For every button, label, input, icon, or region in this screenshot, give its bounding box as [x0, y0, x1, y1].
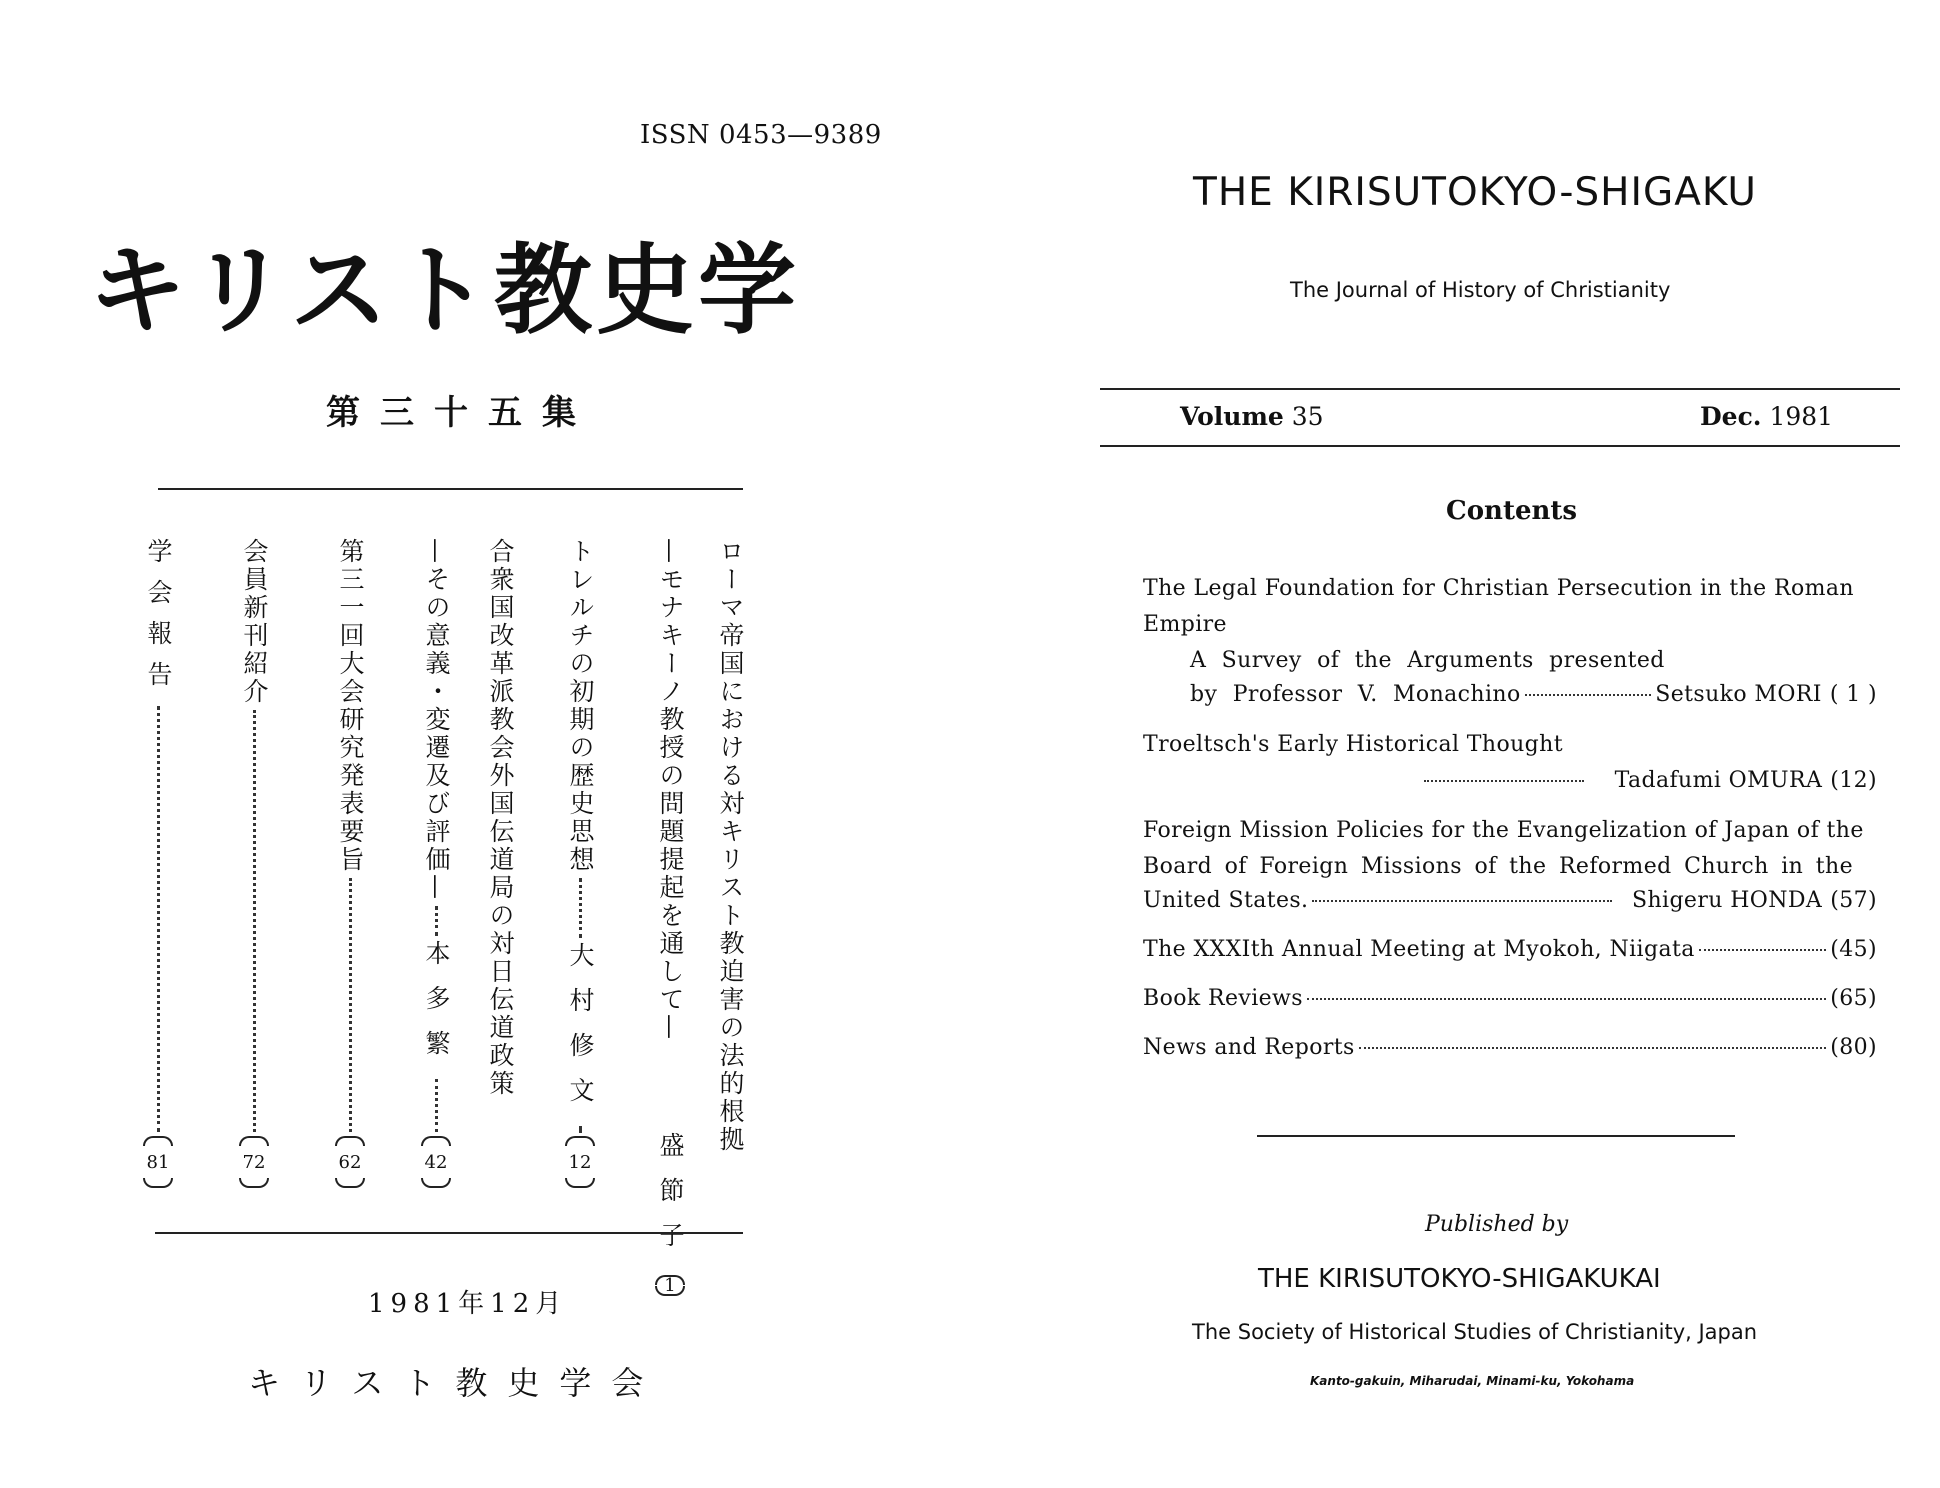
- toc-en-entry-1-author: Setsuko MORI: [1655, 682, 1822, 707]
- toc-en-entry-3-line-3: [1143, 888, 1877, 913]
- toc-en-entry-2-line-2: [1420, 768, 1877, 793]
- toc-en-entry-2-author: Tadafumi OMURA: [1614, 768, 1823, 793]
- toc-jp-entry-3-subtitle: —その意義・変遷及び評価—: [422, 538, 451, 902]
- toc-jp-entry-5-leader: [253, 710, 256, 1132]
- contents-heading: Contents: [1446, 496, 1578, 526]
- toc-en-entry-1-leader: [1525, 694, 1652, 696]
- toc-en-entry-4-title: The XXXIth Annual Meeting at Myokoh, Niigata: [1143, 937, 1695, 962]
- toc-en-entry-1-byline: by Professor V. Monachino: [1190, 682, 1521, 707]
- toc-en-entry-1-page: ( 1 ): [1829, 682, 1877, 707]
- toc-en-entry-1-line-1: The Legal Foundation for Christian Persecution in the Roman: [1143, 576, 1854, 601]
- toc-en-entry-3-page: (57): [1830, 888, 1877, 913]
- toc-jp-entry-4: [330, 538, 370, 1188]
- issn-number: ISSN 0453—9389: [640, 120, 882, 150]
- society-address: Kanto-gakuin, Miharudai, Minami-ku, Yokohama: [1310, 1374, 1635, 1388]
- toc-en-entry-6-page: (80): [1830, 1035, 1877, 1060]
- toc-jp-entry-6-leader: [157, 706, 160, 1132]
- toc-en-entry-3-line-2: Board of Foreign Missions of the Reformed Church in the: [1143, 854, 1853, 879]
- toc-en-entry-2-line-1: Troeltsch's Early Historical Thought: [1143, 732, 1563, 757]
- issue-month: Dec.: [1700, 402, 1762, 431]
- toc-en-entry-6-leader: [1359, 1047, 1827, 1049]
- toc-en-entry-4-leader: [1699, 949, 1827, 951]
- toc-jp-entry-3-page: 42: [421, 1136, 451, 1188]
- issue-date-jp: 1981年12月: [368, 1289, 568, 1319]
- toc-en-entry-6-title: News and Reports: [1143, 1035, 1355, 1060]
- toc-jp-entry-3-leader: [435, 906, 438, 936]
- toc-jp-entry-2-leader-2: [579, 1126, 582, 1132]
- toc-jp-entry-5-title: 会員新刊紹介: [240, 538, 269, 706]
- toc-en-entry-3-author: Shigeru HONDA: [1631, 888, 1823, 913]
- toc-jp-entry-2-author: 大村修文: [566, 942, 595, 1122]
- society-name-romanized: THE KIRISUTOKYO-SHIGAKUKAI: [1258, 1264, 1661, 1294]
- toc-en-entry-1-line-3: A Survey of the Arguments presented: [1190, 648, 1665, 673]
- toc-en-entry-1-line-4: [1190, 682, 1877, 707]
- toc-jp-entry-5-page: 72: [239, 1136, 269, 1188]
- toc-jp-entry-1: [650, 538, 760, 1296]
- toc-jp-entry-6: [138, 538, 178, 1188]
- toc-jp-entry-6-page: 81: [143, 1136, 173, 1188]
- toc-jp-entry-2-title: トレルチの初期の歴史思想: [566, 538, 595, 874]
- toc-en-entry-5-page: (65): [1830, 986, 1877, 1011]
- toc-en-entry-3-line-1: Foreign Mission Policies for the Evangelization of Japan of the: [1143, 818, 1864, 843]
- toc-jp-entry-1-page: 1: [655, 1275, 685, 1296]
- toc-jp-entry-3-author: 本多繁: [422, 940, 451, 1075]
- toc-jp-entry-3-leader-2: [435, 1079, 438, 1132]
- volume-label-text: Volume: [1180, 402, 1284, 431]
- divider-bottom-left: [155, 1232, 743, 1234]
- issue-date-en: [1700, 402, 1833, 431]
- toc-en-entry-4: [1143, 937, 1877, 962]
- toc-en-entry-3-leader: [1312, 900, 1612, 902]
- toc-jp-entry-3: [416, 538, 526, 1188]
- issue-year: 1981: [1769, 402, 1834, 431]
- divider-top-left: [158, 488, 743, 490]
- volume-rule-bottom: [1100, 445, 1900, 447]
- society-name-en: The Society of Historical Studies of Christianity, Japan: [1192, 1320, 1758, 1344]
- toc-en-entry-6: [1143, 1035, 1877, 1060]
- toc-en-entry-5-title: Book Reviews: [1143, 986, 1303, 1011]
- volume-number-jp: 第三十五集: [326, 393, 596, 433]
- toc-jp-entry-1-title: ローマ帝国における対キリスト教迫害の法的根拠: [716, 538, 745, 1154]
- publisher-jp: キリスト教史学会: [248, 1364, 664, 1402]
- published-by: Published by: [1425, 1212, 1569, 1237]
- toc-jp-entry-4-title: 第三一回大会研究発表要旨: [336, 538, 365, 874]
- toc-jp-entry-2-page: 12: [565, 1136, 595, 1188]
- toc-jp-entry-6-title: 学会報告: [144, 538, 173, 702]
- journal-title-en: THE KIRISUTOKYO-SHIGAKU: [1193, 170, 1757, 215]
- toc-jp-entry-3-title: 合衆国改革派教会外国伝道局の対日伝道政策: [486, 538, 515, 1098]
- toc-en-entry-2-leader: [1424, 780, 1584, 782]
- toc-jp-entry-4-leader: [349, 878, 352, 1132]
- journal-subtitle-en: The Journal of History of Christianity: [1290, 278, 1671, 302]
- toc-jp-entry-1-subtitle: —モナキーノ教授の問題提起を通して—: [656, 538, 685, 1042]
- toc-jp-entry-2-leader: [579, 878, 582, 938]
- volume-label: [1180, 402, 1324, 431]
- toc-jp-entry-2: [560, 538, 600, 1188]
- divider-right: [1257, 1135, 1735, 1137]
- volume-rule-top: [1100, 388, 1900, 390]
- toc-en-entry-4-page: (45): [1830, 937, 1877, 962]
- toc-en-entry-1-line-2: Empire: [1143, 612, 1227, 637]
- toc-jp-entry-4-page: 62: [335, 1136, 365, 1188]
- toc-en-entry-2-page: (12): [1830, 768, 1877, 793]
- journal-title-jp: キリスト教史学: [88, 233, 801, 348]
- toc-en-entry-5: [1143, 986, 1877, 1011]
- toc-en-entry-5-leader: [1307, 998, 1826, 1000]
- toc-en-entry-3-line-3-text: United States.: [1143, 888, 1309, 913]
- toc-jp-entry-1-author: 盛節子: [656, 1132, 685, 1267]
- toc-jp-entry-5: [234, 538, 274, 1188]
- volume-number: 35: [1291, 402, 1324, 431]
